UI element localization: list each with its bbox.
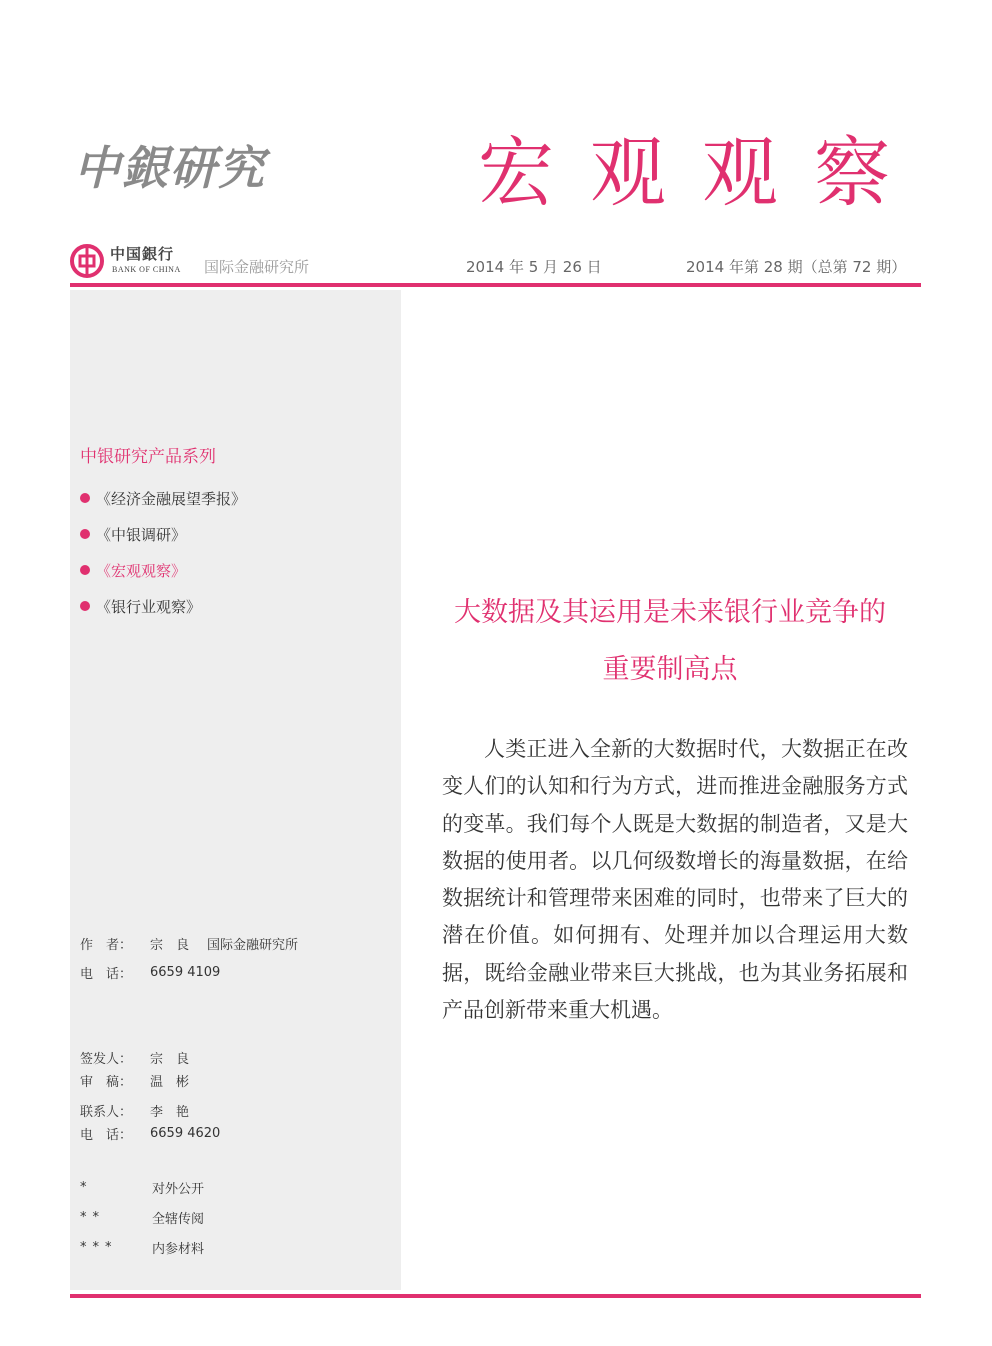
series-title: 中银研究产品系列	[80, 447, 216, 467]
reviewer-label: 审 稿：	[80, 1075, 133, 1090]
contact-label: 联系人：	[80, 1105, 133, 1120]
issue-date: 2014 年 5 月 26 日	[466, 258, 602, 276]
signer-name: 宗 良	[150, 1052, 190, 1067]
classification-row	[80, 1202, 204, 1232]
article-title	[420, 584, 920, 698]
series-item-label: 《中银调研》	[96, 525, 187, 544]
footer-divider	[70, 1294, 921, 1298]
author-block	[80, 929, 298, 987]
series-item-label: 《宏观观察》	[96, 561, 187, 580]
contact-name: 李 艳	[150, 1105, 190, 1120]
author-affiliation: 国际金融研究所	[207, 938, 299, 953]
contact-phone-row	[80, 1122, 220, 1145]
signer-row	[80, 1046, 220, 1069]
article-title-line-1: 大数据及其运用是未来银行业竞争的	[454, 597, 886, 628]
bank-name-en: BANK OF CHINA	[112, 265, 181, 274]
article-title-line-2: 重要制高点	[602, 654, 738, 685]
phone-label: 电 话：	[80, 967, 133, 982]
article-summary: 人类正进入全新的大数据时代，大数据正在改变人们的认知和行为方式，进而推进金融服务方式的变革。我们每个人既是大数据的制造者，又是大数据的使用者。以几何级数增长的海量数据，在给数据统计和管理带来困难的同时，也带来了巨大的潜在价值。如何拥有、处理并加以合理运用大数据，既给金融业带来巨大挑战，也为其业务拓展和产品创新带来重大机遇。	[442, 737, 908, 1023]
series-item-quarterly[interactable]	[80, 480, 246, 516]
author-name: 宗 良	[150, 938, 190, 953]
classification-mark: **	[80, 1209, 105, 1225]
signer-label: 签发人：	[80, 1052, 133, 1067]
classification-row	[80, 1232, 204, 1262]
phone-label: 电 话：	[80, 1128, 133, 1143]
contact-row	[80, 1099, 220, 1122]
institute-name: 国际金融研究所	[204, 258, 310, 276]
classification-text: 对外公开	[152, 1181, 205, 1197]
bullet-icon	[80, 601, 90, 611]
classification-row	[80, 1172, 204, 1202]
author-phone-row	[80, 958, 298, 987]
classification-legend	[80, 1172, 204, 1262]
header-divider	[70, 283, 921, 287]
publication-title: 宏观观察	[478, 128, 926, 217]
bullet-icon	[80, 529, 90, 539]
series-list	[80, 480, 246, 624]
bullet-icon	[80, 493, 90, 503]
bank-of-china-logo-icon	[70, 244, 104, 278]
classification-mark: ***	[80, 1239, 118, 1255]
author-row	[80, 929, 298, 958]
series-item-macro[interactable]	[80, 552, 246, 588]
issue-number: 2014 年第 28 期（总第 72 期）	[686, 258, 907, 276]
series-item-label: 《银行业观察》	[96, 597, 202, 616]
reviewer-name: 温 彬	[150, 1075, 190, 1090]
classification-text: 全辖传阅	[152, 1211, 205, 1227]
contact-phone: 6659 4620	[150, 1126, 221, 1141]
bank-name-cn: 中国銀行	[110, 245, 175, 263]
author-label: 作 者：	[80, 938, 133, 953]
approval-block	[80, 1046, 220, 1145]
classification-mark: *	[80, 1179, 93, 1195]
series-item-research[interactable]	[80, 516, 246, 552]
reviewer-row	[80, 1069, 220, 1092]
series-item-banking[interactable]	[80, 588, 246, 624]
classification-text: 内参材料	[152, 1241, 205, 1257]
series-item-label: 《经济金融展望季报》	[96, 489, 247, 508]
bullet-icon	[80, 565, 90, 575]
research-logo: 中銀研究	[74, 141, 266, 195]
author-phone: 6659 4109	[150, 965, 221, 980]
